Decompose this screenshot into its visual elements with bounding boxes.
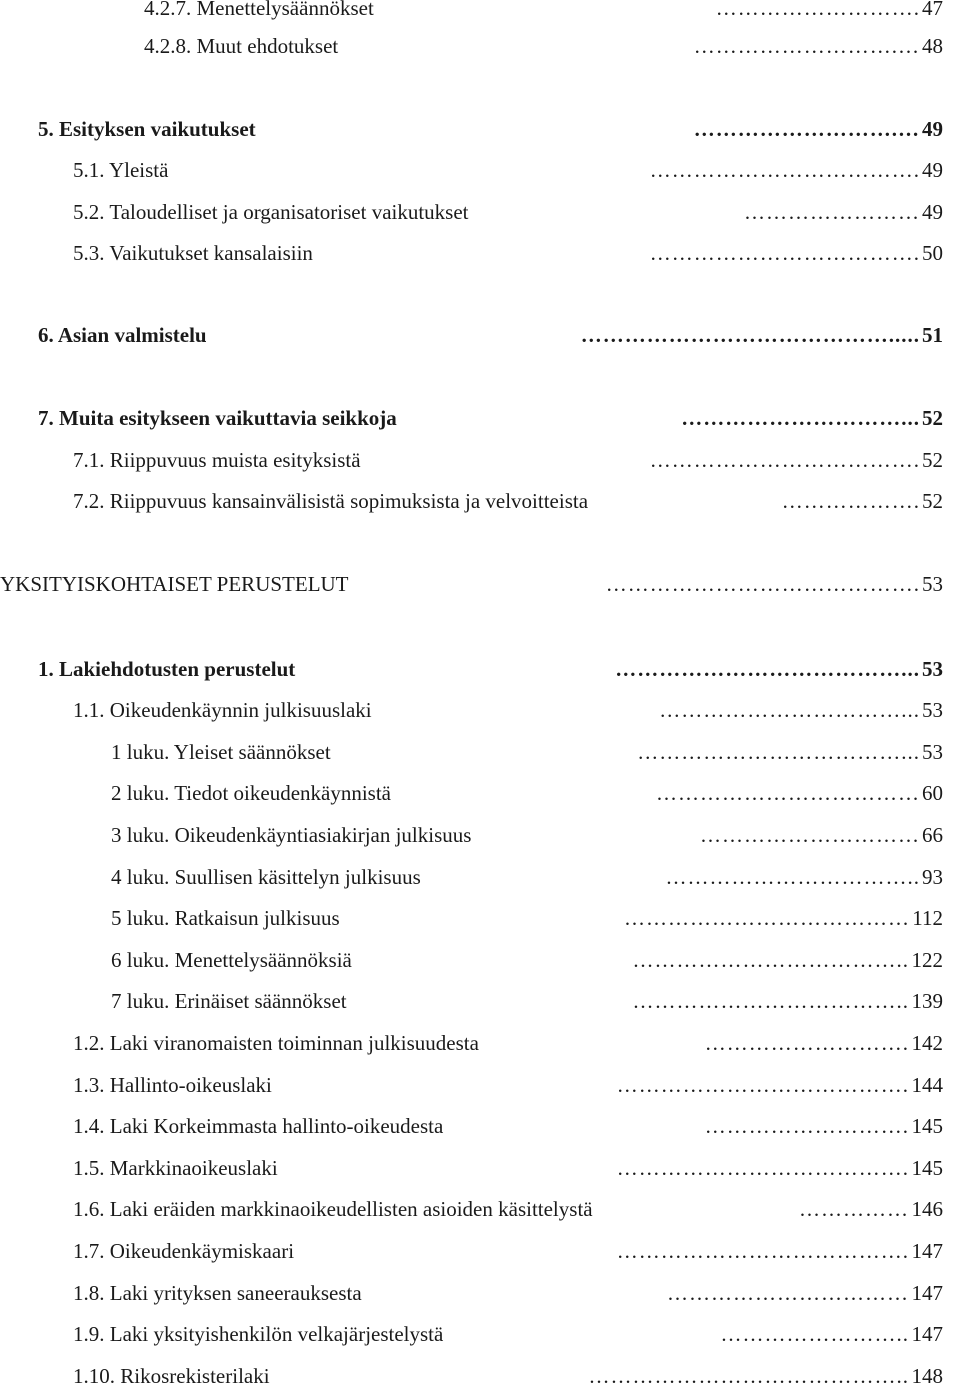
toc-entry-leader: ………………………………... [637, 740, 920, 764]
toc-entry-page: 146 [911, 1197, 943, 1221]
toc-entry [111, 863, 943, 891]
toc-entry-leader: ……………………………... [659, 698, 920, 722]
toc-entry-leader: …………… [799, 1197, 909, 1221]
toc-entry [73, 1320, 943, 1348]
toc-entry-page: 53 [922, 657, 943, 681]
toc-entry-label: 3 luku. Oikeudenkäyntiasiakirjan julkisuus [111, 823, 472, 847]
toc-entry-page: 66 [922, 823, 943, 847]
toc-entry-page: 139 [911, 989, 943, 1013]
toc-entry-leader: …………………………………. [616, 1156, 909, 1180]
toc-entry-label: 4.2.7. Menettelysäännökset [144, 0, 374, 20]
toc-entry-leader: ……………………………….. [632, 948, 909, 972]
toc-entry-leader: ………………………………. [649, 241, 920, 265]
toc-entry-label: 5.3. Vaikutukset kansalaisiin [73, 241, 313, 265]
toc-entry-label: 6. Asian valmistelu [38, 323, 207, 347]
toc-entry-leader: ……………………….… [693, 34, 920, 58]
toc-entry-page: 147 [911, 1322, 943, 1346]
toc-entry [111, 946, 943, 974]
toc-entry-leader: ……………………….… [693, 117, 920, 141]
toc-entry-label: 7.2. Riippuvuus kansainvälisistä sopimuksista ja velvoitteista [73, 489, 589, 513]
toc-entry-label: 1.9. Laki yksityishenkilön velkajärjestelystä [73, 1322, 444, 1346]
toc-entry [144, 0, 943, 22]
toc-entry [73, 1237, 943, 1265]
toc-entry-leader: …………………………... [681, 406, 920, 430]
toc-entry-label: 5.2. Taloudelliset ja organisatoriset vaikutukset [73, 200, 469, 224]
toc-entry-leader: ………………………. [715, 0, 920, 20]
toc-entry-page: 122 [911, 948, 943, 972]
toc-entry-leader: ……………………………………..... [580, 323, 920, 347]
toc-entry-label: YKSITYISKOHTAISET PERUSTELUT [0, 572, 349, 596]
toc-entry-label: 1.5. Markkinaoikeuslaki [73, 1156, 278, 1180]
toc-entry-page: 53 [922, 698, 943, 722]
toc-entry [38, 321, 943, 349]
toc-entry [73, 1362, 943, 1390]
toc-entry [73, 1195, 943, 1223]
toc-entry [73, 1279, 943, 1307]
toc-entry-page: 49 [922, 117, 943, 141]
toc-entry-page: 49 [922, 200, 943, 224]
toc-entry [38, 655, 943, 683]
toc-entry [111, 779, 943, 807]
toc-entry-label: 5.1. Yleistä [73, 158, 169, 182]
toc-entry-page: 148 [911, 1364, 943, 1388]
toc-entry-leader: ………………………………. [649, 448, 920, 472]
toc-entry-page: 93 [922, 865, 943, 889]
toc-entry [73, 198, 943, 226]
toc-entry-leader: …………………….. [720, 1322, 909, 1346]
toc-entry-leader: ………………. [781, 489, 920, 513]
toc-entry-page: 53 [922, 572, 943, 596]
toc-entry [38, 404, 943, 432]
toc-entry [73, 239, 943, 267]
toc-entry [73, 487, 943, 515]
toc-entry-label: 1.7. Oikeudenkäymiskaari [73, 1239, 295, 1263]
toc-entry-label: 1.3. Hallinto-oikeuslaki [73, 1073, 272, 1097]
toc-entry-page: 112 [912, 906, 943, 930]
toc-entry-leader: …………………………………. [616, 1239, 909, 1263]
toc-entry [0, 570, 943, 598]
toc-entry [111, 821, 943, 849]
toc-entry [111, 904, 943, 932]
toc-entry-page: 145 [911, 1156, 943, 1180]
toc-entry [73, 1071, 943, 1099]
toc-entry-page: 52 [922, 489, 943, 513]
toc-entry-page: 145 [911, 1114, 943, 1138]
toc-entry-leader: ……………………………………. [605, 572, 920, 596]
toc-entry-leader: ………………………… [700, 823, 920, 847]
toc-entry [144, 32, 943, 60]
toc-entry-page: 48 [922, 34, 943, 58]
toc-entry-leader: …………………………………. [616, 1073, 909, 1097]
toc-entry [73, 1154, 943, 1182]
toc-entry-label: 7.1. Riippuvuus muista esityksistä [73, 448, 361, 472]
toc-entry-leader: ………………………. [704, 1031, 909, 1055]
toc-entry [38, 115, 943, 143]
toc-entry-leader: …………………………….. [665, 865, 920, 889]
toc-entry-label: 5 luku. Ratkaisun julkisuus [111, 906, 340, 930]
toc-entry-label: 1 luku. Yleiset säännökset [111, 740, 331, 764]
toc-entry-page: 142 [911, 1031, 943, 1055]
toc-entry-leader: …………………………… [667, 1281, 909, 1305]
toc-entry-label: 4 luku. Suullisen käsittelyn julkisuus [111, 865, 421, 889]
toc-entry-page: 51 [922, 323, 943, 347]
toc-entry-leader: ………………………. [704, 1114, 909, 1138]
toc-entry-label: 1.8. Laki yrityksen saneerauksesta [73, 1281, 362, 1305]
toc-entry [73, 156, 943, 184]
toc-entry-page: 47 [922, 0, 943, 20]
toc-entry [73, 1029, 943, 1057]
toc-entry-label: 1.4. Laki Korkeimmasta hallinto-oikeudesta [73, 1114, 444, 1138]
toc-entry [111, 738, 943, 766]
toc-entry-leader: …………………………………….. [588, 1364, 909, 1388]
toc-entry-page: 144 [911, 1073, 943, 1097]
toc-entry-leader: …………………… [744, 200, 920, 224]
toc-entry-leader: …………………………………... [615, 657, 920, 681]
toc-entry-page: 53 [922, 740, 943, 764]
toc-entry-leader: ………………………………. [649, 158, 920, 182]
toc-entry-page: 147 [911, 1239, 943, 1263]
toc-entry-page: 49 [922, 158, 943, 182]
toc-entry-label: 4.2.8. Muut ehdotukset [144, 34, 339, 58]
toc-entry-label: 1. Lakiehdotusten perustelut [38, 657, 296, 681]
toc-entry-leader: ……………………………….. [632, 989, 909, 1013]
toc-entry-page: 52 [922, 406, 943, 430]
toc-entry-label: 7. Muita esitykseen vaikuttavia seikkoja [38, 406, 397, 430]
toc-entry [73, 696, 943, 724]
toc-entry-page: 50 [922, 241, 943, 265]
toc-entry [73, 446, 943, 474]
toc-entry-label: 1.2. Laki viranomaisten toiminnan julkisuudesta [73, 1031, 479, 1055]
toc-entry-label: 1.1. Oikeudenkäynnin julkisuuslaki [73, 698, 372, 722]
toc-entry-label: 1.6. Laki eräiden markkinaoikeudellisten asioiden käsittelystä [73, 1197, 593, 1221]
toc-entry-label: 1.10. Rikosrekisterilaki [73, 1364, 270, 1388]
toc-entry [111, 987, 943, 1015]
toc-entry-page: 147 [911, 1281, 943, 1305]
toc-entry [73, 1112, 943, 1140]
toc-entry-label: 2 luku. Tiedot oikeudenkäynnistä [111, 781, 391, 805]
toc-entry-leader: ………………………………… [624, 906, 910, 930]
toc-entry-page: 60 [922, 781, 943, 805]
toc-entry-page: 52 [922, 448, 943, 472]
toc-entry-leader: ……………………………… [656, 781, 920, 805]
toc-entry-label: 5. Esityksen vaikutukset [38, 117, 256, 141]
toc-entry-label: 7 luku. Erinäiset säännökset [111, 989, 347, 1013]
toc-entry-label: 6 luku. Menettelysäännöksiä [111, 948, 352, 972]
